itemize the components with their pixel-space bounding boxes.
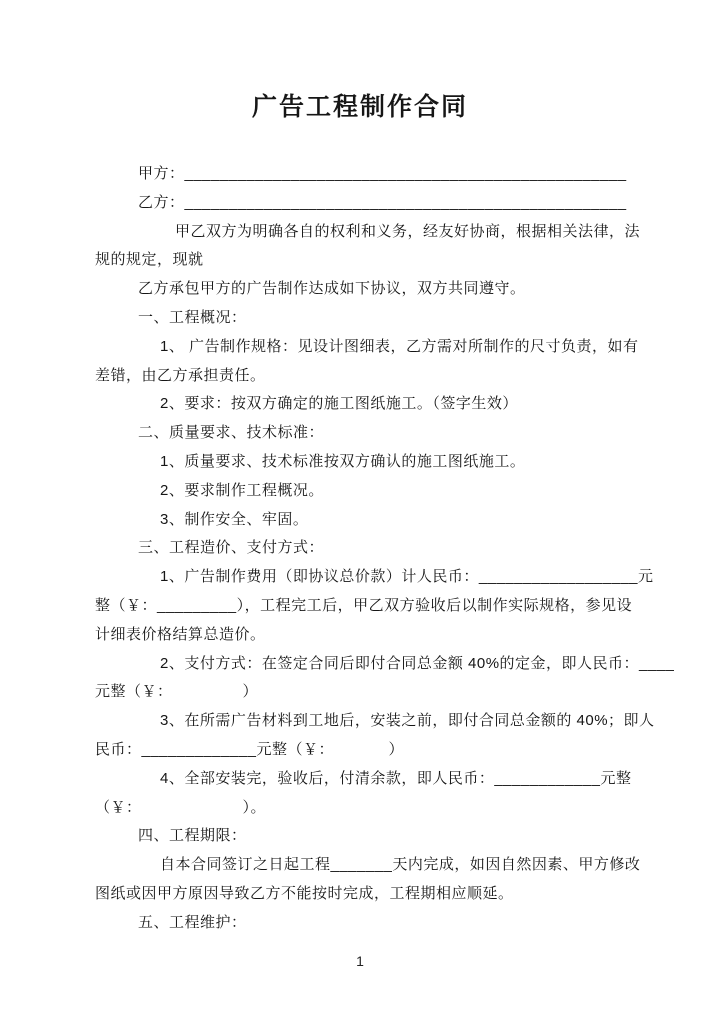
page-title: 广告工程制作合同 (251, 93, 468, 121)
contract-line: 乙方承包甲方的广告制作达成如下协议，双方共同遵守。 (138, 280, 526, 298)
contract-line: 3、在所需广告材料到工地后，安装之前，即付合同总金额的 40%；即人 (160, 712, 655, 730)
contract-line: 2、要求：按双方确定的施工图纸施工。（签字生效） (160, 395, 518, 413)
contract-line: 五、工程维护： (138, 913, 247, 931)
contract-line: 一、工程概况： (138, 308, 247, 326)
contract-line: 2、要求制作工程概况。 (160, 481, 324, 499)
contract-line: 甲乙双方为明确各自的权利和义务，经友好协商，根据相关法律，法 (175, 222, 641, 240)
contract-line: 规的规定，现就 (95, 251, 204, 269)
contract-line: 四、工程期限： (138, 827, 247, 845)
contract-line: 二、质量要求、技术标准： (138, 424, 325, 442)
contract-line: 整（￥：_________），工程完工后，甲乙双方验收后以制作实际规格，参见设 (95, 596, 633, 614)
contract-line: 1、 广告制作规格：见设计图细表，乙方需对所制作的尺寸负责，如有 (160, 337, 639, 355)
contract-line: 民币：_____________元整（￥： ） (95, 740, 404, 758)
contract-line: 2、支付方式：在签定合同后即付合同总金额 40%的定金，即人民币：____ (160, 654, 675, 672)
contract-line: 元整（￥： ） (95, 683, 259, 701)
contract-line: 1、广告制作费用（即协议总价款）计人民币：__________________元 (160, 568, 654, 586)
contract-line: 计细表价格结算总造价。 (95, 625, 266, 643)
contract-line: 三、工程造价、支付方式： (138, 539, 325, 557)
contract-body (0, 160, 720, 938)
contract-line: 4、全部安装完，验收后，付清余款，即人民币：____________元整 (160, 769, 632, 787)
contract-line: 差错，由乙方承担责任。 (95, 366, 266, 384)
contract-line: 图纸或因甲方原因导致乙方不能按时完成，工程期相应顺延。 (95, 884, 514, 902)
contract-line: 1、质量要求、技术标准按双方确认的施工图纸施工。 (160, 452, 526, 470)
contract-line: 乙方：__________________________________________________ (138, 193, 627, 211)
page-number: 1 (356, 953, 364, 969)
contract-line: 自本合同签订之日起工程_______天内完成，如因自然因素、甲方修改 (160, 856, 641, 874)
contract-line: 3、制作安全、牢固。 (160, 510, 309, 528)
contract-line: 甲方：__________________________________________________ (138, 165, 627, 182)
contract-line: （￥： ）。 (95, 798, 267, 816)
